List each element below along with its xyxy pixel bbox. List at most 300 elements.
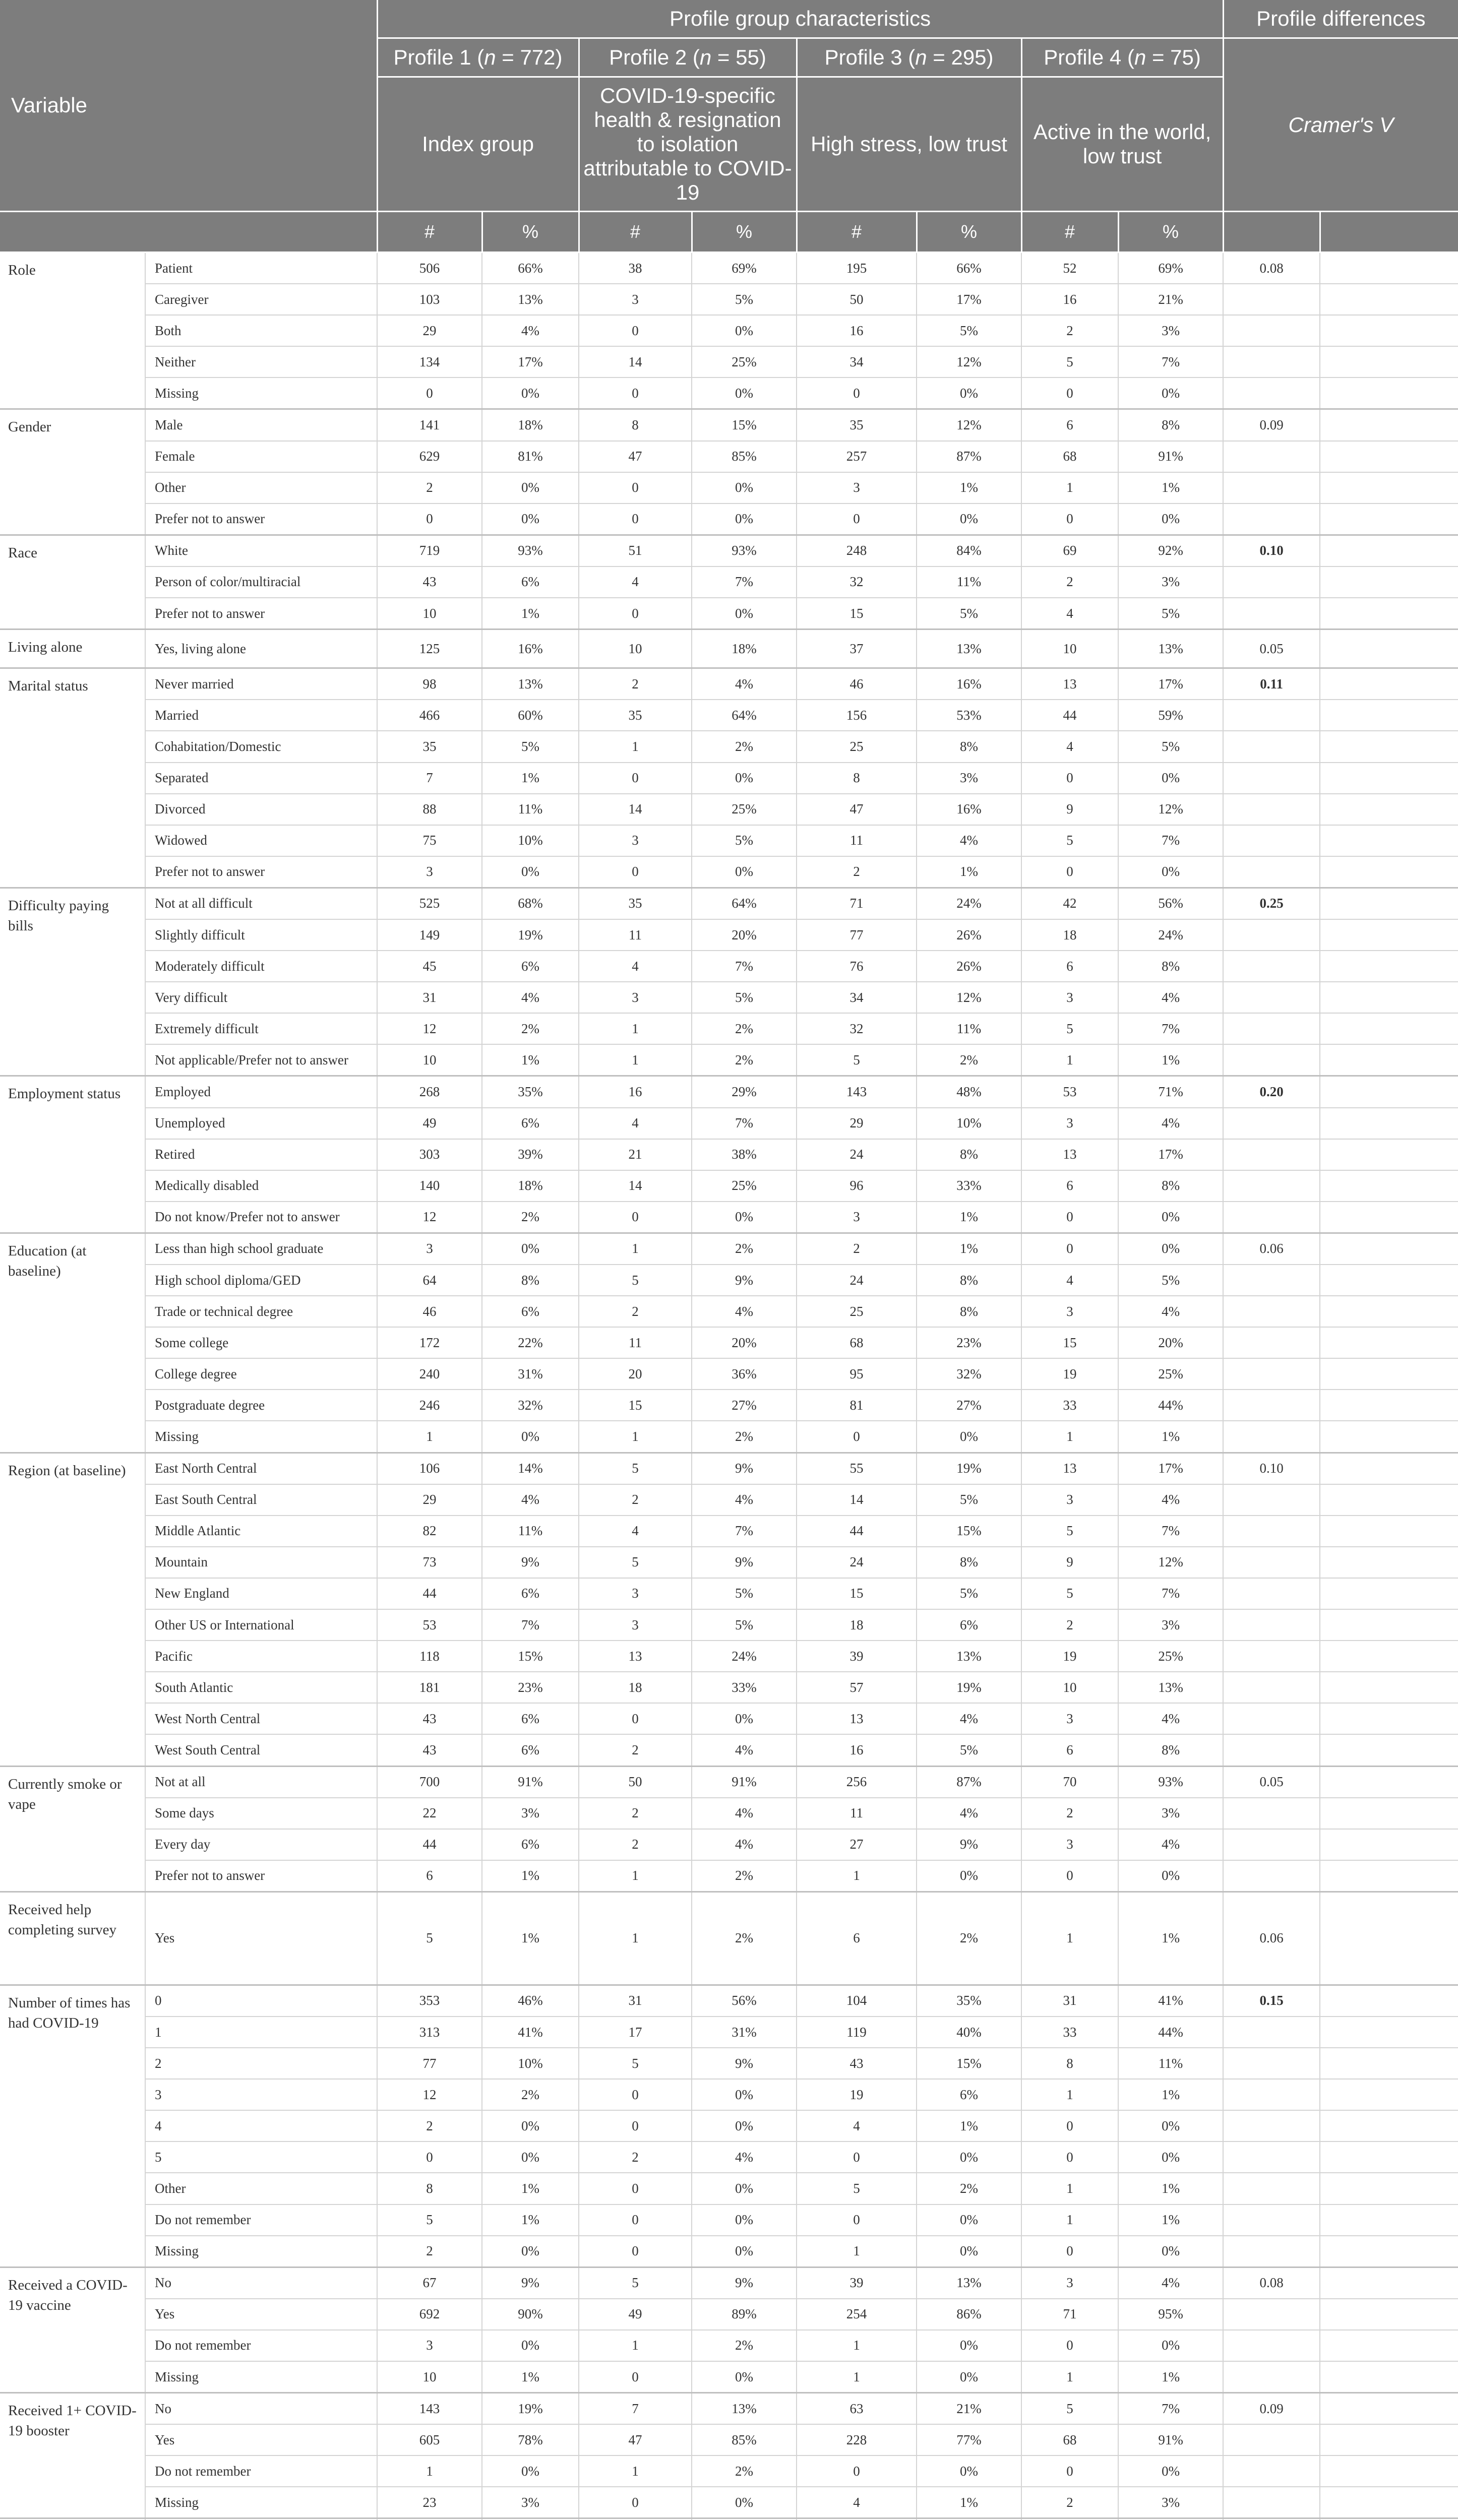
percent-cell: 1% [482,1044,579,1076]
category-label: Prefer not to answer [145,503,377,535]
percent-cell: 91% [1118,2424,1223,2455]
count-cell: 63 [797,2393,917,2425]
percent-cell: 0% [1118,2455,1223,2487]
count-cell: 2 [797,1233,917,1265]
empty-cell [1320,856,1458,888]
percent-cell: 25% [1118,1358,1223,1390]
percent-cell: 0% [692,1202,797,1233]
category-label: Neither [145,346,377,377]
category-label: Middle Atlantic [145,1516,377,1547]
count-cell: 3 [797,1202,917,1233]
variable-name: Race [0,535,145,629]
percent-cell: 6% [482,1296,579,1327]
percent-cell: 4% [1118,1484,1223,1516]
table-row [0,2487,1458,2518]
count-cell: 5 [797,2173,917,2204]
count-header: # [579,212,692,253]
percent-cell: 6% [482,566,579,598]
percent-cell: 0% [1118,2110,1223,2141]
percent-cell: 2% [692,731,797,762]
count-cell: 53 [1021,1076,1118,1108]
count-cell: 3 [377,856,482,888]
category-label: 3 [145,2079,377,2110]
percent-cell: 5% [692,1609,797,1641]
cramers-v-value [1223,919,1320,951]
empty-cell [1320,1672,1458,1703]
percent-cell: 4% [692,2141,797,2173]
count-cell: 0 [1021,1860,1118,1892]
table-row [0,1609,1458,1641]
empty-cell [1320,2048,1458,2079]
count-cell: 5 [579,2048,692,2079]
percent-cell: 9% [482,2267,579,2299]
count-cell: 700 [377,1766,482,1798]
percent-cell: 4% [482,1484,579,1516]
percent-cell: 4% [1118,1703,1223,1734]
count-cell: 50 [579,1766,692,1798]
percent-cell: 0% [917,2455,1021,2487]
cramers-v-value [1223,1327,1320,1358]
count-cell: 98 [377,668,482,700]
table-row [0,2330,1458,2361]
count-cell: 0 [1021,2236,1118,2267]
percent-cell: 90% [482,2299,579,2330]
count-cell: 3 [1021,1108,1118,1139]
percent-cell: 86% [917,2299,1021,2330]
empty-cell [1320,1265,1458,1296]
count-cell: 53 [377,1609,482,1641]
count-cell: 125 [377,629,482,668]
percent-cell: 41% [482,2017,579,2048]
count-cell: 5 [1021,1013,1118,1044]
count-cell: 692 [377,2299,482,2330]
profile-2-name: COVID-19-specific health & resignation to isolation attributable to COVID-19 [579,77,797,212]
count-cell: 1 [579,1892,692,1985]
count-cell: 19 [797,2079,917,2110]
cramers-v-value [1223,1672,1320,1703]
percent-cell: 0% [917,1860,1021,1892]
percent-cell: 44% [1118,2017,1223,2048]
count-cell: 37 [797,629,917,668]
variable-name: Region (at baseline) [0,1453,145,1766]
percent-cell: 39% [482,1139,579,1170]
empty-cell [1320,1578,1458,1609]
count-cell: 0 [1021,2141,1118,2173]
percent-cell: 68% [482,888,579,919]
count-cell: 44 [797,1516,917,1547]
table-row [0,2110,1458,2141]
percent-cell: 2% [482,1202,579,1233]
table-row [0,1453,1458,1484]
empty-cell [1320,2079,1458,2110]
percent-cell: 6% [482,1734,579,1766]
table-row [0,441,1458,472]
percent-cell: 17% [1118,1453,1223,1484]
percent-cell: 12% [917,409,1021,441]
count-cell: 254 [797,2299,917,2330]
percent-cell: 0% [482,2110,579,2141]
empty-cell [1320,1327,1458,1358]
table-row [0,1892,1458,1985]
cramers-v-value [1223,2017,1320,2048]
percent-cell: 2% [692,2455,797,2487]
percent-cell: 1% [1118,1421,1223,1453]
table-row [0,2455,1458,2487]
percent-cell: 4% [692,1798,797,1829]
percent-cell: 19% [482,2393,579,2425]
percent-cell: 0% [482,1421,579,1453]
table-row [0,377,1458,409]
percent-cell: 1% [1118,472,1223,503]
empty-cell [1320,2393,1458,2425]
count-cell: 8 [579,409,692,441]
cramers-v-value [1223,825,1320,856]
cramers-v-value [1223,1578,1320,1609]
count-cell: 43 [377,566,482,598]
percent-cell: 9% [692,1453,797,1484]
percent-cell: 13% [917,629,1021,668]
category-label: Prefer not to answer [145,856,377,888]
empty-cell [1320,629,1458,668]
percent-cell: 9% [692,2048,797,2079]
percent-cell: 1% [1118,2173,1223,2204]
empty-cell [1320,2455,1458,2487]
percent-cell: 15% [917,1516,1021,1547]
empty-cell [1320,2110,1458,2141]
cramers-v-value [1223,1421,1320,1453]
category-label: Both [145,315,377,346]
variable-header: Variable [0,0,377,212]
percent-cell: 56% [1118,888,1223,919]
cramers-v-value [1223,2361,1320,2393]
count-cell: 0 [579,2110,692,2141]
percent-cell: 2% [692,1860,797,1892]
profile-4-label: Profile 4 (n = 75) [1021,38,1223,77]
percent-cell: 1% [482,1892,579,1985]
table-row [0,2204,1458,2236]
empty-cell [1320,1044,1458,1076]
table-body [0,253,1458,2520]
percent-cell: 31% [692,2017,797,2048]
count-cell: 1 [579,1233,692,1265]
percent-cell: 53% [917,700,1021,731]
variable-name: Currently smoke or vape [0,1766,145,1892]
count-cell: 29 [797,1108,917,1139]
category-label: South Atlantic [145,1672,377,1703]
empty-cell [1320,2424,1458,2455]
count-cell: 12 [377,2079,482,2110]
empty-cell [1320,731,1458,762]
count-cell: 8 [377,2173,482,2204]
empty-cell [1320,888,1458,919]
count-cell: 45 [377,951,482,982]
count-cell: 143 [377,2393,482,2425]
count-cell: 195 [797,253,917,284]
profile-3-label: Profile 3 (n = 295) [797,38,1021,77]
count-cell: 0 [797,2204,917,2236]
category-label: Patient [145,253,377,284]
percent-cell: 4% [482,982,579,1013]
cramers-v-value [1223,1703,1320,1734]
empty-cell [1320,700,1458,731]
cramers-v-value [1223,1484,1320,1516]
count-cell: 0 [579,598,692,629]
count-cell: 1 [1021,2204,1118,2236]
count-cell: 39 [797,2267,917,2299]
count-cell: 5 [579,1547,692,1578]
count-cell: 14 [579,1170,692,1202]
count-cell: 34 [797,982,917,1013]
count-cell: 13 [797,1703,917,1734]
cramers-v-value: 0.06 [1223,1233,1320,1265]
percent-cell: 6% [482,1108,579,1139]
table-row [0,700,1458,731]
empty-cell [1320,346,1458,377]
percent-cell: 1% [1118,2204,1223,2236]
percent-cell: 25% [692,346,797,377]
percent-cell: 91% [1118,441,1223,472]
percent-cell: 81% [482,441,579,472]
percent-cell: 7% [1118,346,1223,377]
count-cell: 42 [1021,888,1118,919]
percent-cell: 95% [1118,2299,1223,2330]
percent-header: % [482,212,579,253]
percent-cell: 16% [917,794,1021,825]
table-row [0,598,1458,629]
count-cell: 12 [377,1202,482,1233]
percent-cell: 3% [482,1798,579,1829]
percent-cell: 0% [692,2079,797,2110]
count-cell: 12 [377,1013,482,1044]
percent-cell: 0% [1118,2330,1223,2361]
count-cell: 0 [797,1421,917,1453]
percent-cell: 16% [917,668,1021,700]
count-cell: 257 [797,441,917,472]
count-cell: 4 [579,1108,692,1139]
percent-cell: 0% [692,472,797,503]
cramers-v-value [1223,1609,1320,1641]
count-cell: 3 [797,472,917,503]
cramers-v-value [1223,566,1320,598]
percent-cell: 19% [917,1453,1021,1484]
count-cell: 35 [797,409,917,441]
table-row [0,284,1458,315]
category-label: White [145,535,377,566]
percent-cell: 0% [917,2361,1021,2393]
percent-cell: 4% [1118,1108,1223,1139]
count-cell: 629 [377,441,482,472]
count-cell: 2 [377,2236,482,2267]
table-row [0,731,1458,762]
profile-differences-header: Profile differences [1223,0,1458,38]
percent-cell: 0% [1118,503,1223,535]
percent-cell: 13% [917,1641,1021,1672]
count-cell: 5 [377,2204,482,2236]
count-cell: 5 [579,1453,692,1484]
count-cell: 525 [377,888,482,919]
percent-cell: 0% [1118,856,1223,888]
header-spacer [0,212,377,253]
percent-cell: 0% [917,2330,1021,2361]
category-label: Do not know/Prefer not to answer [145,1202,377,1233]
table-row [0,1265,1458,1296]
cramers-v-value [1223,1170,1320,1202]
count-cell: 15 [1021,1327,1118,1358]
category-label: Medically disabled [145,1170,377,1202]
count-cell: 256 [797,1766,917,1798]
count-cell: 3 [1021,1484,1118,1516]
variable-name: Received a COVID-19 vaccine [0,2267,145,2392]
percent-cell: 20% [1118,1327,1223,1358]
table-row [0,629,1458,668]
count-cell: 5 [1021,1578,1118,1609]
cramers-v-value [1223,472,1320,503]
count-cell: 0 [579,763,692,794]
count-cell: 2 [797,856,917,888]
cramers-v-value: 0.15 [1223,1985,1320,2017]
percent-cell: 64% [692,888,797,919]
count-cell: 0 [1021,763,1118,794]
percent-cell: 4% [692,668,797,700]
count-cell: 5 [1021,825,1118,856]
percent-cell: 24% [917,888,1021,919]
percent-cell: 5% [692,825,797,856]
count-cell: 1 [797,2330,917,2361]
empty-cell [1320,668,1458,700]
count-cell: 31 [1021,1985,1118,2017]
count-cell: 353 [377,1985,482,2017]
count-cell: 44 [377,1829,482,1860]
count-cell: 3 [1021,1703,1118,1734]
cramers-v-value [1223,2048,1320,2079]
percent-cell: 24% [692,1641,797,1672]
category-label: Married [145,700,377,731]
cramers-v-value [1223,2424,1320,2455]
profile-2-label: Profile 2 (n = 55) [579,38,797,77]
percent-cell: 8% [917,1265,1021,1296]
percent-cell: 18% [692,629,797,668]
category-label: Caregiver [145,284,377,315]
percent-cell: 15% [917,2048,1021,2079]
percent-cell: 33% [917,1170,1021,1202]
percent-cell: 5% [1118,1265,1223,1296]
percent-cell: 2% [692,1044,797,1076]
count-cell: 43 [797,2048,917,2079]
percent-cell: 7% [1118,1578,1223,1609]
percent-cell: 1% [917,1202,1021,1233]
percent-header: % [917,212,1021,253]
table-row [0,503,1458,535]
percent-cell: 0% [1118,1233,1223,1265]
cramers-v-value [1223,1044,1320,1076]
count-cell: 0 [579,2079,692,2110]
category-label: High school diploma/GED [145,1265,377,1296]
count-cell: 1 [377,1421,482,1453]
percent-cell: 6% [482,1829,579,1860]
count-cell: 32 [797,566,917,598]
count-cell: 0 [377,2141,482,2173]
count-cell: 46 [377,1296,482,1327]
count-cell: 16 [797,315,917,346]
percent-cell: 8% [1118,951,1223,982]
category-label: Missing [145,2487,377,2518]
empty-cell [1320,982,1458,1013]
table-row [0,2048,1458,2079]
percent-cell: 59% [1118,700,1223,731]
count-cell: 8 [797,763,917,794]
percent-cell: 9% [692,1265,797,1296]
category-label: Yes [145,2299,377,2330]
variable-name: Number of times has had COVID-19 [0,1985,145,2267]
percent-cell: 46% [482,1985,579,2017]
cramers-v-value [1223,315,1320,346]
count-cell: 4 [797,2487,917,2518]
count-cell: 4 [1021,1265,1118,1296]
table-row [0,472,1458,503]
empty-cell [1320,284,1458,315]
count-cell: 51 [579,535,692,566]
empty-cell [1320,1108,1458,1139]
cramers-v-value [1223,2110,1320,2141]
empty-cell [1320,2487,1458,2518]
table-row [0,825,1458,856]
count-cell: 88 [377,794,482,825]
percent-cell: 19% [482,919,579,951]
count-cell: 19 [1021,1641,1118,1672]
percent-cell: 2% [917,2173,1021,2204]
category-label: Some college [145,1327,377,1358]
table-row [0,1798,1458,1829]
category-label: Retired [145,1139,377,1170]
count-cell: 1 [579,731,692,762]
empty-cell [1320,1734,1458,1766]
cramers-v-value [1223,951,1320,982]
count-cell: 25 [797,1296,917,1327]
profile-1-label: Profile 1 (n = 772) [377,38,579,77]
count-cell: 17 [579,2017,692,2048]
percent-cell: 91% [482,1766,579,1798]
percent-cell: 0% [692,598,797,629]
count-cell: 4 [579,566,692,598]
category-label: Trade or technical degree [145,1296,377,1327]
percent-cell: 0% [917,2141,1021,2173]
count-cell: 0 [579,2173,692,2204]
count-cell: 6 [1021,1170,1118,1202]
count-cell: 5 [579,1265,692,1296]
percent-cell: 3% [1118,1798,1223,1829]
percent-cell: 1% [482,2173,579,2204]
category-label: No [145,2267,377,2299]
empty-cell [1320,2173,1458,2204]
count-cell: 34 [797,346,917,377]
count-cell: 5 [1021,2393,1118,2425]
category-label: Separated [145,763,377,794]
count-cell: 5 [377,1892,482,1985]
count-cell: 21 [579,1139,692,1170]
category-label: Do not remember [145,2330,377,2361]
percent-cell: 0% [692,763,797,794]
cramers-v-header: Cramer's V [1223,38,1458,212]
empty-cell [1320,794,1458,825]
percent-cell: 24% [1118,919,1223,951]
table-row [0,1641,1458,1672]
count-cell: 0 [1021,1233,1118,1265]
cramers-v-value: 0.20 [1223,1076,1320,1108]
category-label: Prefer not to answer [145,598,377,629]
count-cell: 71 [797,888,917,919]
table-row [0,1390,1458,1421]
empty-cell [1320,1358,1458,1390]
